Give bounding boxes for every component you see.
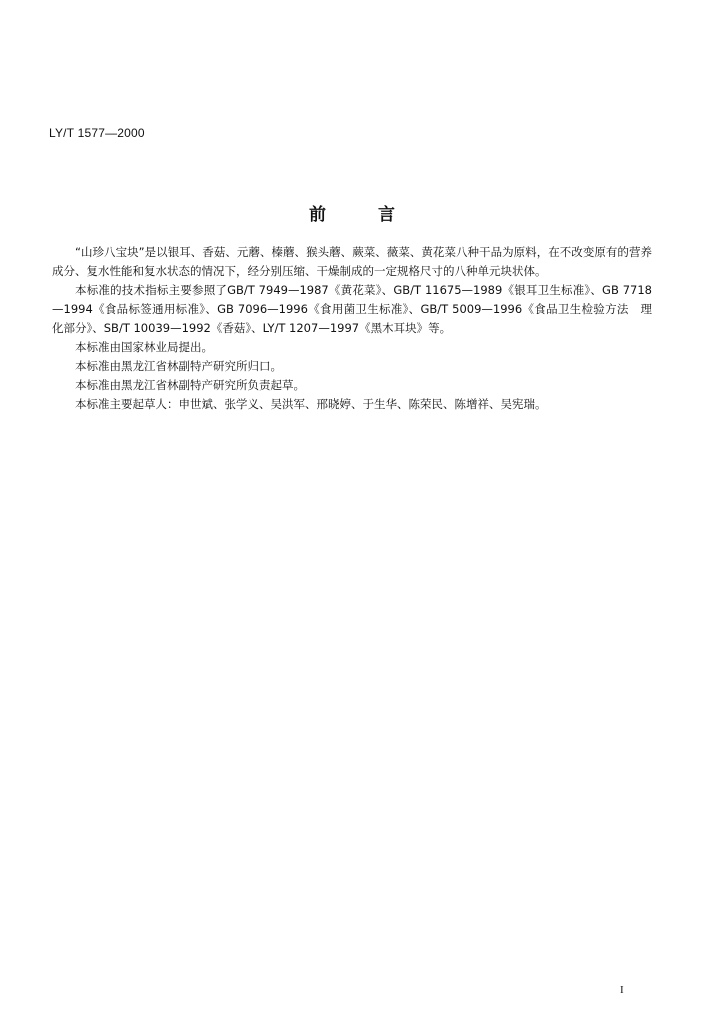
standard-code-header: LY/T 1577—2000 [49, 126, 145, 140]
paragraph-proposer: 本标准由国家林业局提出。 [75, 340, 213, 354]
paragraph-drafting-unit: 本标准由黑龙江省林副特产研究所负责起草。 [75, 378, 305, 392]
foreword-body [52, 243, 652, 414]
page-title: 前言 [309, 205, 447, 225]
paragraph-drafters: 本标准主要起草人：申世斌、张学义、吴洪军、邢晓婷、于生华、陈荣民、陈增祥、吴宪瑞。 [75, 397, 547, 411]
paragraph-references: 本标准的技术指标主要参照了GB/T 7949—1987《黄花菜》、GB/T 11675—1989《银耳卫生标准》、GB 7718—1994《食品标签通用标准》、GB 7096—1996《食用菌卫生标准》、GB/T 5009—1996《食品卫生检验方法 理化部分》、SB/T 10039—1992《香菇》、LY/T 1207—1997《黑木耳块》等。 [52, 283, 652, 335]
page-number: I [620, 984, 624, 996]
paragraph-definition: “山珍八宝块”是以银耳、香菇、元蘑、榛蘑、猴头蘑、蕨菜、薇菜、黄花菜八种干品为原料，在不改变原有的营养成分、复水性能和复水状态的情况下，经分别压缩、干燥制成的一定规格尺寸的八种单元块状体。 [52, 245, 652, 278]
paragraph-centralizer: 本标准由黑龙江省林副特产研究所归口。 [75, 359, 282, 373]
